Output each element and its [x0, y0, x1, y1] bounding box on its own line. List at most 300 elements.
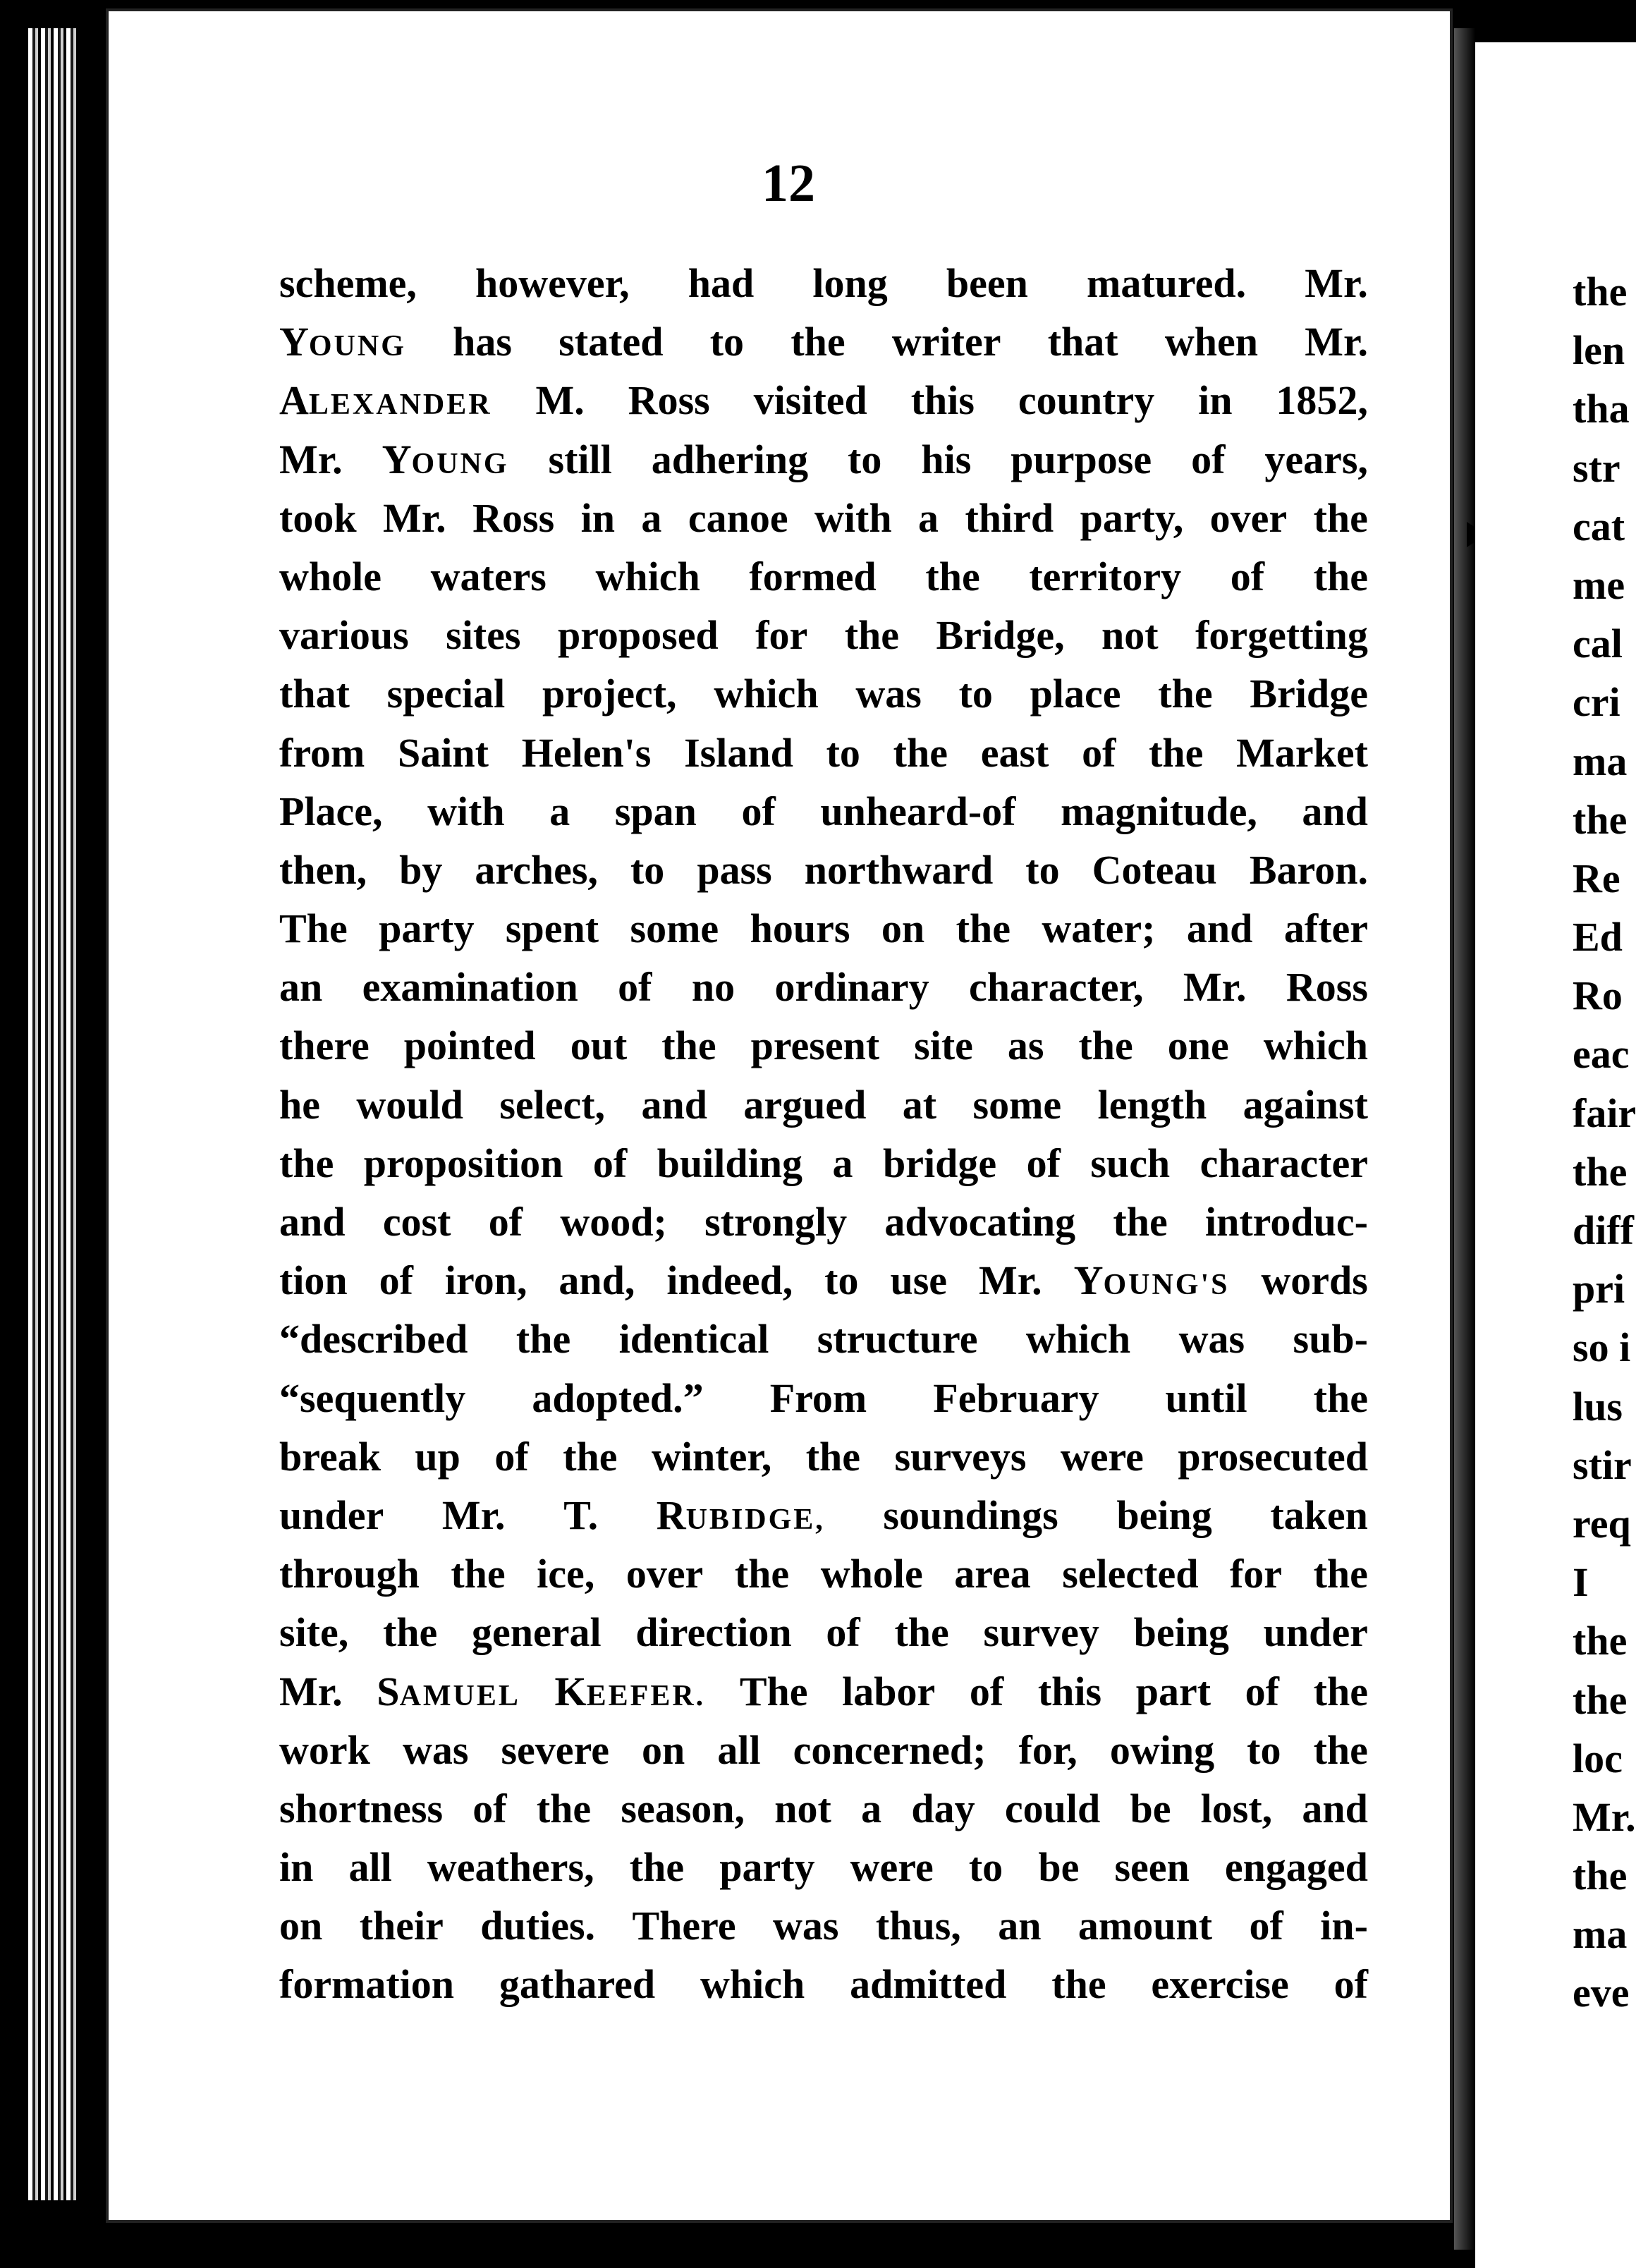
word: select, — [499, 1081, 606, 1128]
word: until — [1165, 1374, 1247, 1421]
word: shortness — [279, 1785, 444, 1831]
word: that — [279, 671, 350, 717]
word: selected — [1062, 1551, 1199, 1597]
word: the — [536, 1785, 592, 1831]
word: to — [824, 1257, 859, 1304]
word: the — [515, 1316, 571, 1362]
text-line — [279, 254, 1368, 312]
word: amount — [1078, 1903, 1213, 1949]
word: the — [563, 1433, 618, 1480]
word: of — [1245, 1668, 1279, 1714]
word: however, — [475, 260, 630, 306]
facing-page-fragment: Re — [1573, 855, 1620, 901]
facing-page-fragment: str — [1573, 444, 1620, 491]
word: not — [774, 1785, 831, 1831]
word: their — [359, 1903, 444, 1949]
word: some — [972, 1081, 1062, 1128]
word: indeed, — [666, 1257, 793, 1304]
word: against — [1243, 1081, 1368, 1128]
word: would — [356, 1081, 463, 1128]
facing-page-fragment: eac — [1573, 1031, 1630, 1078]
word: of — [494, 1433, 529, 1480]
word: the — [1051, 1961, 1106, 2008]
text-line — [279, 1016, 1368, 1075]
word: had — [688, 260, 755, 306]
word: the — [1313, 1726, 1368, 1773]
word: ice, — [537, 1551, 595, 1597]
page-number: 12 — [762, 154, 815, 213]
word: took — [279, 494, 357, 541]
word: one — [1167, 1023, 1229, 1069]
word: lost, — [1200, 1785, 1273, 1831]
word: after — [1283, 906, 1368, 952]
word: Coteau — [1092, 846, 1217, 893]
text-line — [279, 1134, 1368, 1193]
word: ALEXANDER — [279, 377, 492, 424]
text-line — [279, 1193, 1368, 1251]
word: pass — [697, 846, 772, 893]
facing-page-fragment: ma — [1573, 1911, 1628, 1958]
word: by — [399, 846, 443, 893]
text-line — [279, 1427, 1368, 1486]
word: whole — [820, 1551, 923, 1597]
word: party — [719, 1844, 815, 1891]
word: to — [968, 1844, 1003, 1891]
word: duties. — [480, 1903, 596, 1949]
word: YOUNG — [381, 436, 509, 482]
facing-page-fragment: the — [1573, 1853, 1628, 1899]
word: admitted — [850, 1961, 1007, 2008]
word: place — [1030, 671, 1121, 717]
word: advocating — [884, 1199, 1076, 1245]
word: the — [279, 1140, 334, 1186]
word: Helen's — [521, 729, 652, 776]
facing-page-fragment: cal — [1573, 621, 1623, 667]
text-line — [279, 724, 1368, 782]
facing-page-fragment: I — [1573, 1559, 1589, 1606]
word: of — [1026, 1140, 1061, 1186]
word: this — [1037, 1668, 1102, 1714]
word: Mr. — [978, 1257, 1042, 1304]
word: years, — [1264, 436, 1368, 482]
word: length — [1097, 1081, 1207, 1128]
word: tion — [279, 1257, 348, 1304]
word: the — [1313, 494, 1368, 541]
word: to — [848, 436, 882, 482]
word: of — [472, 1785, 507, 1831]
facing-page-fragment: stir — [1573, 1441, 1632, 1488]
word: Ross — [472, 494, 555, 541]
word: Mr. — [279, 436, 343, 482]
word: that — [1047, 319, 1118, 365]
word: to — [709, 319, 745, 365]
text-line — [279, 606, 1368, 664]
word: out — [570, 1023, 628, 1069]
word: break — [279, 1433, 381, 1480]
facing-page-fragment: the — [1573, 269, 1628, 315]
word: gathared — [499, 1961, 656, 2008]
word: adhering — [651, 436, 809, 482]
word: examination — [362, 964, 578, 1011]
word: Market — [1236, 729, 1368, 776]
word: under — [1263, 1609, 1368, 1656]
word: of — [379, 1257, 413, 1304]
word: northward — [804, 846, 994, 893]
word: was — [1178, 1316, 1245, 1362]
word: formation — [279, 1961, 455, 2008]
text-line — [279, 899, 1368, 958]
word: to — [826, 729, 860, 776]
facing-page-fragment: the — [1573, 1148, 1628, 1195]
word: RUBIDGE, — [656, 1492, 825, 1538]
text-line — [279, 489, 1368, 547]
text-line — [279, 1603, 1368, 1662]
word: been — [946, 260, 1028, 306]
facing-page-fragment: lus — [1573, 1383, 1623, 1429]
word: not — [1101, 612, 1159, 659]
word: the — [451, 1551, 506, 1597]
word: a — [918, 494, 939, 541]
word: a — [641, 494, 662, 541]
word: in — [580, 494, 615, 541]
facing-page-fragment: eve — [1573, 1970, 1630, 2016]
word: and — [1302, 788, 1368, 834]
word: exercise — [1151, 1961, 1289, 2008]
word: has — [453, 319, 512, 365]
word: on — [642, 1726, 685, 1773]
text-line — [279, 1896, 1368, 1955]
word: of — [488, 1199, 523, 1245]
word: which — [1263, 1023, 1368, 1069]
word: of — [1191, 436, 1226, 482]
word: in — [1198, 377, 1233, 424]
word: Bridge, — [936, 612, 1065, 659]
word: Mr. — [279, 1668, 343, 1714]
word: of — [826, 1609, 860, 1656]
word: the — [894, 1609, 949, 1656]
word: Baron. — [1249, 846, 1368, 893]
text-line — [279, 958, 1368, 1016]
facing-page-fragment: fair — [1573, 1090, 1636, 1136]
text-line — [279, 430, 1368, 489]
text-line — [279, 1779, 1368, 1838]
word: special — [386, 671, 506, 717]
word: which — [714, 671, 819, 717]
word: wood; — [560, 1199, 667, 1245]
word: strongly — [704, 1199, 848, 1245]
word: various — [279, 612, 409, 659]
word: Saint — [398, 729, 489, 776]
word: soundings — [883, 1492, 1058, 1538]
word: Place, — [279, 788, 383, 834]
word: still — [548, 436, 612, 482]
word: YOUNG'S — [1073, 1257, 1230, 1304]
facing-page — [1475, 42, 1636, 2268]
word: the — [661, 1023, 716, 1069]
facing-page-fragment: pri — [1573, 1266, 1625, 1312]
word: winter, — [652, 1433, 772, 1480]
word: taken — [1270, 1492, 1368, 1538]
word: the — [956, 906, 1011, 952]
word: were — [1060, 1433, 1144, 1480]
text-line — [279, 1662, 1368, 1721]
word: was — [855, 671, 922, 717]
word: to — [958, 671, 993, 717]
word: forgetting — [1195, 612, 1368, 659]
word: being — [1133, 1609, 1229, 1656]
word: to — [630, 846, 665, 893]
word: hours — [750, 906, 850, 952]
word: the — [1158, 671, 1213, 717]
word: being — [1116, 1492, 1212, 1538]
word: the — [1313, 1668, 1368, 1714]
word: Mr. — [1305, 260, 1368, 306]
word: The — [739, 1668, 808, 1714]
word: to — [1025, 846, 1060, 893]
word: Bridge — [1250, 671, 1368, 717]
facing-page-fragment: tha — [1573, 386, 1630, 432]
word: waters — [430, 553, 547, 599]
word: T. — [563, 1492, 599, 1538]
word: From — [769, 1374, 867, 1421]
text-line — [279, 1486, 1368, 1544]
word: up — [415, 1433, 460, 1480]
text-line — [279, 1955, 1368, 2013]
text-line — [279, 1838, 1368, 1896]
word: February — [933, 1374, 1099, 1421]
word: of — [741, 788, 776, 834]
word: Ross — [1286, 964, 1368, 1011]
facing-page-fragment: diff — [1573, 1207, 1634, 1253]
word: scheme, — [279, 260, 417, 306]
word: with — [814, 494, 892, 541]
word: over — [625, 1551, 704, 1597]
word: YOUNG — [279, 319, 406, 365]
word: the — [1313, 1374, 1368, 1421]
word: be — [1130, 1785, 1171, 1831]
facing-page-fragment: cat — [1573, 503, 1625, 549]
word: such — [1090, 1140, 1171, 1186]
word: an — [998, 1903, 1042, 1949]
word: and, — [558, 1257, 635, 1304]
facing-page-fragment: cri — [1573, 679, 1620, 726]
word: work — [279, 1726, 370, 1773]
spine-shadow — [1454, 28, 1475, 2250]
word: project, — [542, 671, 677, 717]
word: on — [279, 1903, 323, 1949]
word: use — [890, 1257, 948, 1304]
word: purpose — [1011, 436, 1152, 482]
word: prosecuted — [1178, 1433, 1368, 1480]
text-line — [279, 841, 1368, 899]
word: his — [921, 436, 972, 482]
word: arches, — [475, 846, 598, 893]
word: a — [861, 1785, 882, 1831]
word: was — [402, 1726, 469, 1773]
word: the — [1313, 1551, 1368, 1597]
word: part — [1135, 1668, 1211, 1714]
word: stated — [558, 319, 664, 365]
word: adopted.” — [532, 1374, 704, 1421]
word: which — [700, 1961, 805, 2008]
word: he — [279, 1081, 320, 1128]
word: country — [1018, 377, 1155, 424]
word: bridge — [882, 1140, 997, 1186]
facing-page-fragment: Mr. — [1573, 1793, 1636, 1840]
facing-page-fragment: ma — [1573, 738, 1628, 784]
word: unheard-of — [820, 788, 1016, 834]
word: engaged — [1224, 1844, 1368, 1891]
word: long — [812, 260, 888, 306]
word: to — [1247, 1726, 1281, 1773]
word: a — [832, 1140, 853, 1186]
word: under — [279, 1492, 384, 1538]
word: SAMUEL — [377, 1668, 520, 1714]
text-line — [279, 1251, 1368, 1310]
text-line — [279, 1310, 1368, 1368]
text-line — [279, 312, 1368, 371]
word: KEEFER. — [554, 1668, 706, 1714]
word: character, — [968, 964, 1144, 1011]
facing-page-text — [1573, 262, 1636, 2023]
word: words — [1261, 1257, 1368, 1304]
word: for — [1229, 1551, 1283, 1597]
word: for — [755, 612, 808, 659]
word: magnitude, — [1061, 788, 1257, 834]
word: and — [641, 1081, 707, 1128]
text-line — [279, 1544, 1368, 1603]
word: at — [902, 1081, 937, 1128]
word: site — [914, 1023, 973, 1069]
word: on — [881, 906, 925, 952]
word: proposition — [363, 1140, 563, 1186]
word: day — [911, 1785, 975, 1831]
word: iron, — [444, 1257, 527, 1304]
word: spent — [505, 906, 599, 952]
word: canoe — [688, 494, 788, 541]
word: this — [910, 377, 975, 424]
word: 1852, — [1276, 377, 1368, 424]
word: of — [592, 1140, 628, 1186]
text-line — [279, 547, 1368, 606]
word: water; — [1042, 906, 1156, 952]
word: “sequently — [279, 1374, 466, 1421]
word: as — [1007, 1023, 1044, 1069]
word: through — [279, 1551, 420, 1597]
word: an — [279, 964, 323, 1011]
facing-page-fragment: the — [1573, 796, 1628, 843]
word: a — [549, 788, 570, 834]
word: of — [1082, 729, 1116, 776]
word: the — [893, 729, 948, 776]
word: when — [1164, 319, 1259, 365]
word: whole — [279, 553, 381, 599]
word: site, — [279, 1609, 349, 1656]
book-edge — [28, 28, 78, 2200]
word: argued — [743, 1081, 867, 1128]
facing-page-fragment: loc — [1573, 1735, 1623, 1781]
text-line — [279, 664, 1368, 723]
text-line — [279, 1369, 1368, 1427]
word: of — [1249, 1903, 1283, 1949]
word: and — [1186, 906, 1253, 952]
word: structure — [817, 1316, 978, 1362]
word: ordinary — [774, 964, 929, 1011]
word: then, — [279, 846, 367, 893]
word: identical — [618, 1316, 769, 1362]
word: the — [844, 612, 900, 659]
word: could — [1004, 1785, 1101, 1831]
word: Mr. — [1305, 319, 1368, 365]
text-line — [279, 1075, 1368, 1134]
word: in- — [1320, 1903, 1368, 1949]
word: which — [1025, 1316, 1131, 1362]
word: the — [382, 1609, 438, 1656]
word: the — [790, 319, 846, 365]
word: surveys — [894, 1433, 1027, 1480]
word: of — [1333, 1961, 1368, 2008]
word: direction — [635, 1609, 792, 1656]
facing-page-fragment: me — [1573, 561, 1625, 608]
word: present — [750, 1023, 880, 1069]
word: for, — [1018, 1726, 1078, 1773]
word: third — [965, 494, 1054, 541]
word: season, — [621, 1785, 745, 1831]
word: party, — [1080, 494, 1184, 541]
word: seen — [1114, 1844, 1190, 1891]
word: writer — [891, 319, 1001, 365]
word: sub- — [1293, 1316, 1368, 1362]
word: no — [691, 964, 735, 1011]
word: general — [472, 1609, 602, 1656]
word: proposed — [557, 612, 719, 659]
facing-page-fragment: req — [1573, 1500, 1631, 1547]
facing-page-fragment: the — [1573, 1676, 1628, 1723]
facing-page-fragment: len — [1573, 327, 1625, 374]
word: Ross — [628, 377, 710, 424]
body-text — [279, 254, 1368, 2014]
text-line — [279, 1721, 1368, 1779]
word: the — [1149, 729, 1204, 776]
word: there — [279, 1023, 370, 1069]
word: all — [717, 1726, 761, 1773]
word: area — [954, 1551, 1031, 1597]
word: Mr. — [383, 494, 446, 541]
word: east — [980, 729, 1049, 776]
word: weathers, — [427, 1844, 594, 1891]
word: thus, — [875, 1903, 961, 1949]
word: There — [632, 1903, 736, 1949]
word: the — [734, 1551, 790, 1597]
word: owing — [1109, 1726, 1215, 1773]
word: which — [595, 553, 700, 599]
word: the — [1313, 553, 1368, 599]
word: survey — [983, 1609, 1099, 1656]
text-line — [279, 371, 1368, 429]
word: labor — [842, 1668, 936, 1714]
facing-page-fragment: Ed — [1573, 914, 1623, 961]
word: of — [618, 964, 652, 1011]
word: territory — [1029, 553, 1182, 599]
word: and — [1302, 1785, 1368, 1831]
word: and — [279, 1199, 346, 1245]
facing-page-fragment: so i — [1573, 1324, 1631, 1371]
word: Island — [684, 729, 793, 776]
word: M. — [535, 377, 585, 424]
word: building — [657, 1140, 803, 1186]
word: cost — [382, 1199, 451, 1245]
facing-page-fragment: Ro — [1573, 973, 1623, 1019]
